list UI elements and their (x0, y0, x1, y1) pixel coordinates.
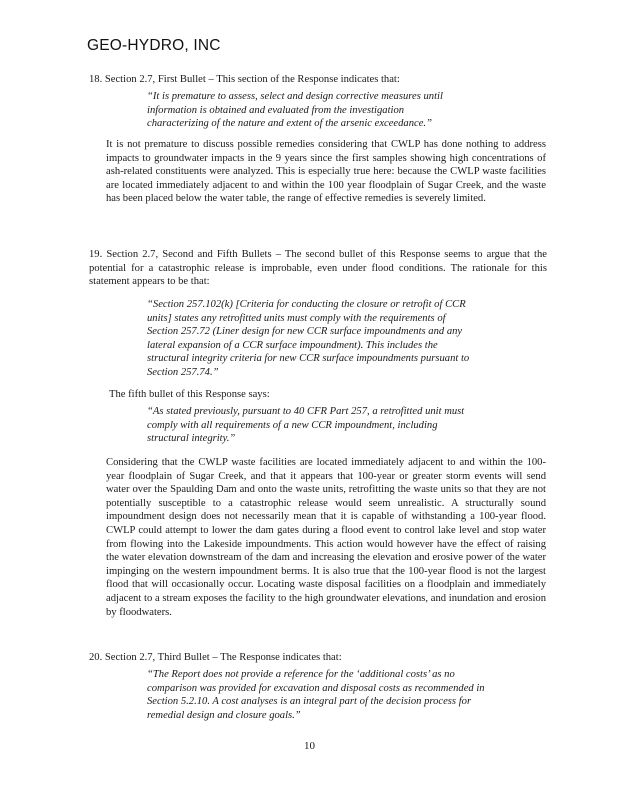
item-18-heading: 18. Section 2.7, First Bullet – This section of the Response indicates that: (89, 74, 400, 85)
company-header: GEO-HYDRO, INC (87, 37, 221, 54)
item-19-quote-2: “As stated previously, pursuant to 40 CFR Part 257, a retrofitted unit must comply with all requirements of a new CCR impoundment, including structural integrity.” (147, 406, 465, 445)
item-19-heading: 19. Section 2.7, Second and Fifth Bullets – The second bullet of this Response seems to argue that the potential for a catastrophic release is improbable, even under flood conditions. The rationale for this statement appears to be that: (89, 249, 547, 288)
item-18-quote: “It is premature to assess, select and design corrective measures until information is obtained and evaluated from the investigation characterizing of the nature and extent of the arsenic exceedance.” (147, 91, 443, 130)
page-number: 10 (304, 740, 315, 752)
item-20-quote: “The Report does not provide a reference for the ‘additional costs’ as no comparison was provided for excavation and disposal costs as recommended in Section 5.2.10. A cost analyses is an integral part of the decision process for remedial design and closure goals.” (147, 669, 485, 721)
item-18-paragraph: It is not premature to discuss possible remedies considering that CWLP has done nothing to address impacts to groundwater impacts in the 9 years since the first samples showing high concentrations of ash-related constituents were analyzed. This is especially true here: because the CWLP waste facilities are located immediately adjacent to and within the 100 year floodplain of Sugar Creek, and the waste has been placed below the water table, the range of effective remedies is severely limited. (106, 139, 546, 205)
item-19-lead: The fifth bullet of this Response says: (109, 389, 270, 400)
item-20-heading: 20. Section 2.7, Third Bullet – The Response indicates that: (89, 652, 342, 663)
item-19-quote-1: “Section 257.102(k) [Criteria for conducting the closure or retrofit of CCR units] states any retrofitted units must comply with the requirements of Section 257.72 (Liner design for new CCR surface impoundments and any lateral expansion of a CCR surface impoundment). This includes the structural integrity criteria for new CCR surface impoundments pursuant to Section 257.74.” (147, 299, 470, 378)
item-19-paragraph: Considering that the CWLP waste facilities are located immediately adjacent to and within the 100-year floodplain of Sugar Creek, and that it appears that 100-year or greater storm events will send water over the Spaulding Dam and onto the waste units, retrofitting the waste units so that they are not potentially susceptible to a catastrophic release would seem unrealistic. A structurally sound impoundment design does not necessarily mean that it is capable of withstanding a 100-year flood. CWLP could attempt to lower the dam gates during a flood event to control lake level and stop water from flowing into the Lakeside impoundments. This action would however have the effect of raising the water elevation downstream of the dam and increasing the elevation and erosive power of the water impinging on the western impoundment berms. It is also true that the 100-year flood is not the largest flood that will occasionally occur. Locating waste disposal facilities on a floodplain and immediately adjacent to a stream exposes the facility to the high groundwater elevations, and inundation and erosion by floodwaters. (106, 457, 546, 618)
